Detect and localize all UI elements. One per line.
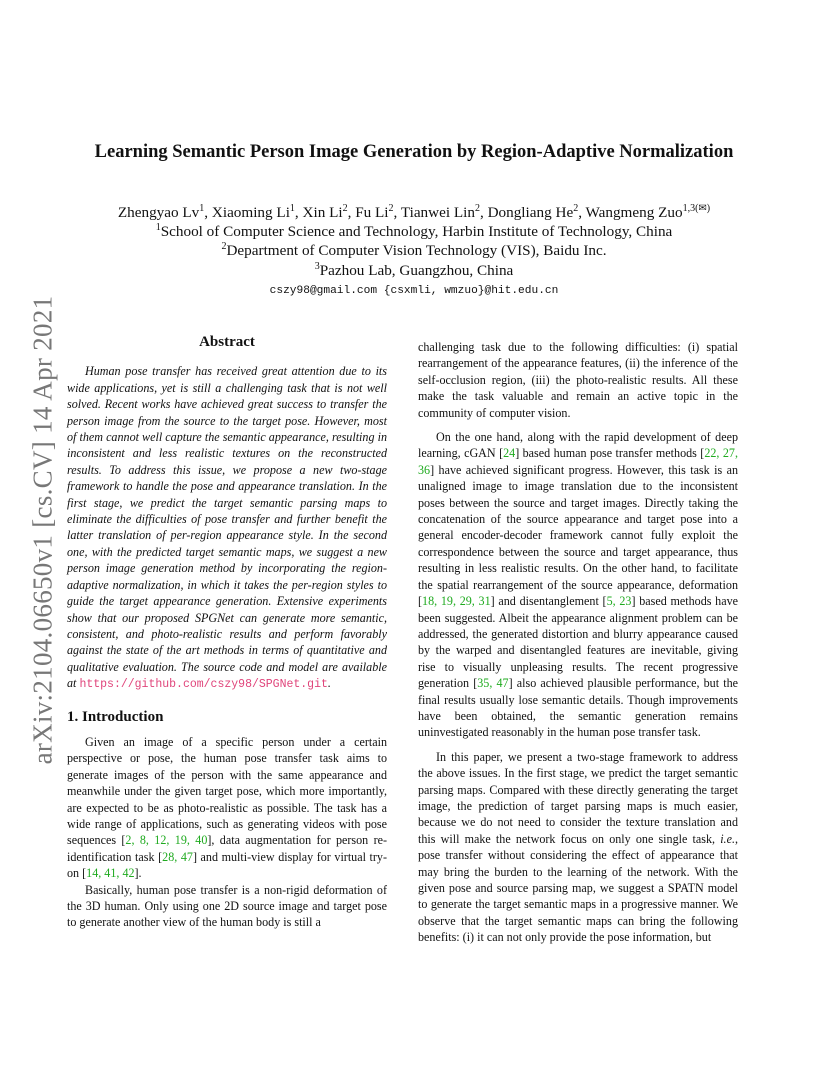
affiliation-3: $^3$Pazhou Lab, Guangzhou, China [314,260,514,279]
abstract-heading: Abstract [199,334,255,350]
citation-link[interactable]: 2, 8, 12, 19, 40 [125,833,208,848]
citation-link[interactable]: 22, 27, 36 [418,446,738,477]
right-paragraph-3: In this paper, we present a two-stage framework to address the above issues. In the first stage, we predict the target semantic parsing maps. Compared with these directly generating the target image, the prediction of target parsing maps is much easier, because we do not need to consider the texture translation and this will make the network focus on only one single task, i.e., pose transfer without considering the effect of appearance that may bring the burden to the learning of the network. With the given pose and source parsing map, we suggest a SPATN model to generate the target semantic maps in a progressive manner. We observe that the target semantic maps can bring the following benefits: (i) it can not only provide the pose information, but [418,749,738,945]
left-column [67,334,387,931]
code-link[interactable]: https://github.com/cszy98/SPGNet.git [79,678,328,692]
paper-title: Learning Semantic Person Image Generation by Region-Adaptive Normalization [94,142,734,162]
citation-link[interactable]: 35, 47 [477,676,509,691]
citation-link[interactable]: 24 [503,446,516,461]
author-list: Zhengyao Lv$^1$, Xiaoming Li$^1$, Xin Li$^2$, Fu Li$^2$, Tianwei Lin$^2$, Dongliang He$^2$, Wangmeng Zuo$^{1,3(✉)}$ [117,202,711,221]
citation-link[interactable]: 18, 19, 29, 31 [422,594,491,609]
arxiv-identifier: arXiv:2104.06650v1 [cs.CV] 14 Apr 2021 [27,295,58,765]
affiliation-2: $^2$Department of Computer Vision Technology (VIS), Baidu Inc. [221,241,607,260]
citation-link[interactable]: 14, 41, 42 [86,866,135,881]
affiliation-1: $^1$School of Computer Science and Technology, Harbin Institute of Technology, China [155,222,673,241]
citation-link[interactable]: 28, 47 [162,849,193,864]
citation-link[interactable]: 5, 23 [606,594,632,609]
intro-paragraph-1: Given an image of a specific person under a certain perspective or pose, the human pose transfer task aims to generate images of the person with the same appearance and meanwhile under the given target pose, which more importantly, are expected to be as photo-realistic as possible. The task has a wide range of applications, such as generating videos with pose sequences [2, 8, 12, 19, 40], data augmentation for person re-identification task [28, 47] and multi-view display for virtual try-on [14, 41, 42]. [67,734,388,881]
abstract-text: Human pose transfer has received great attention due to its wide applications, yet is still a challenging task that is not well solved. Recent works have achieved great success to transfer the person image from the source to the target pose. However, most of them cannot well capture the semantic appearance, resulting in inconsistent and less realistic textures on the reconstructed results. To address this issue, we propose a new two-stage framework to handle the pose and appearance translation. In the first stage, we predict the target semantic parsing maps to eliminate the difficulties of pose transfer and further benefit the latter translation of per-region appearance style. In the second one, with the predicted target semantic maps, we suggest a new person image generation method by incorporating the region-adaptive normalization, in which it takes the per-region styles to guide the target appearance generation. Extensive experiments show that our proposed SPGNet can generate more semantic, consistent, and photo-realistic results and perform favorably against the state of the art methods in terms of quantitative and qualitative evaluation. The source code and model are available at https://github.com/cszy98/SPGNet.git. [67,364,387,692]
right-column [418,339,738,946]
author-block [0,203,828,301]
intro-heading: 1. Introduction [67,708,164,725]
right-paragraph-2: On the one hand, along with the rapid development of deep learning, cGAN [24] based human pose transfer methods [22, 27, 36] have achieved significant progress. However, this task is an unaligned image to image translation due to the inconsistent poses between the source and target images. Directly taking the concatenation of the source appearance and target pose into a general encoder-decoder framework cannot fully exploit the correspondence between the source and target appearance, thus resulting in less realistic results. On the other hand, to facilitate the spatial rearrangement of the source appearance, deformation [18, 19, 29, 31] and disentanglement [5, 23] based methods have been suggested. Albeit the appearance alignment problem can be addressed, the generated distortion and blurry appearance caused by the warped and disentangled features are inevitable, giving rise to visually unpleasing results. The recent progressive generation [35, 47] also achieved plausible performance, but the final results usually lose semantic details. Though improvements have been obtained, the semantic generation remains uninvestigated reasonably in the human pose transfer task. [418,430,739,740]
author-emails: cszy98@gmail.com {csxmli, wmzuo}@hit.edu.cn [269,284,559,297]
right-paragraph-1: challenging task due to the following difficulties: (i) spatial rearrangement of the appearance features, (ii) the inference of the self-occlusion region, (iii) the photo-realistic results. All these make the task valuable and remain an active topic in the community of computer vision. [418,340,738,420]
intro-paragraph-2: Basically, human pose transfer is a non-rigid deformation of the 3D human. Only using one 2D source image and target pose to generate another view of the human body is still a [67,882,387,930]
